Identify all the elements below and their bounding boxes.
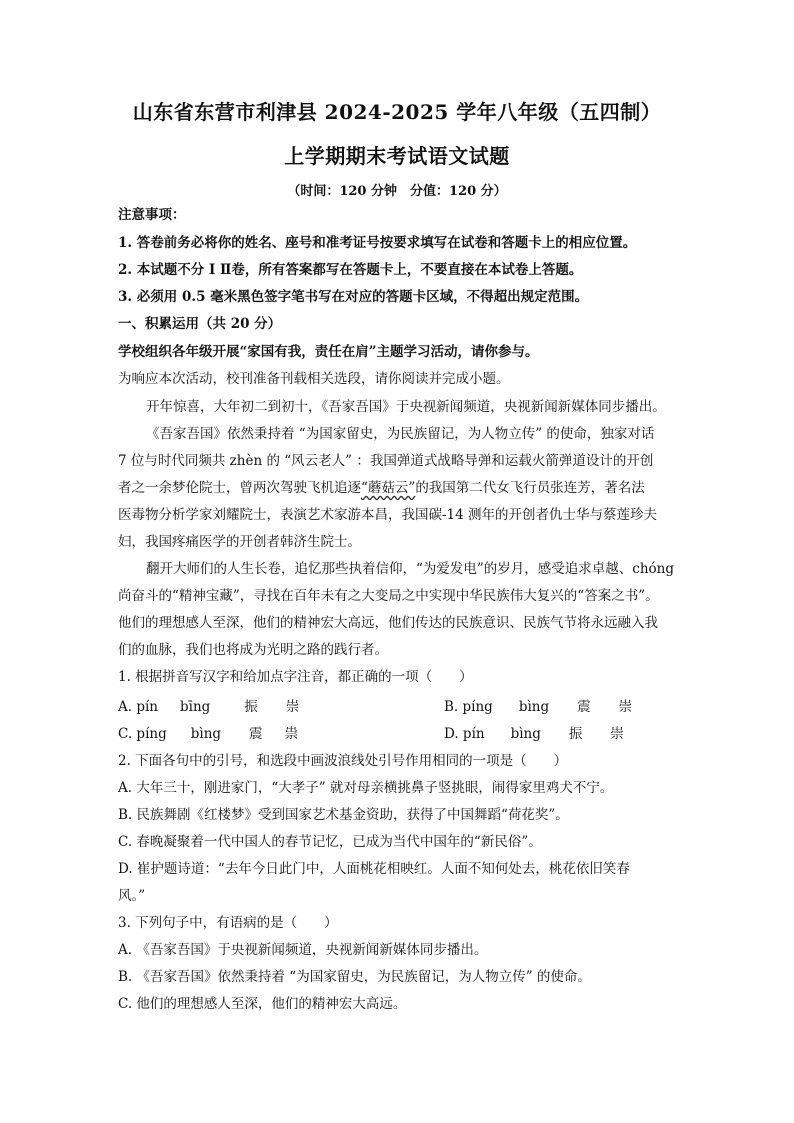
q2-option-b: B. 民族舞剧《红楼梦》受到国家艺术基金资助，获得了中国舞蹈“荷花奖”。 bbox=[118, 807, 569, 823]
passage-line: 妇，我国疼痛医学的开创者韩济生院士。 bbox=[118, 534, 361, 550]
q2-option-c: C. 春晚凝聚着一代中国人的春节记忆，已成为当代中国年的“新民俗”。 bbox=[118, 834, 542, 850]
exam-title-line2: 上学期期末考试语文试题 bbox=[284, 144, 510, 168]
q1-option-d: D. pín bìng 振 崇 bbox=[444, 726, 624, 742]
passage-line: 医毒物分析学家刘耀院士，表演艺术家游本昌，我国碳-14 测年的开创者仇士华与蔡莲珍夫 bbox=[118, 507, 658, 523]
passage-line: 们的血脉，我们也将成为光明之路的践行者。 bbox=[118, 642, 388, 658]
notice-heading: 注意事项： bbox=[118, 207, 186, 223]
notice-item: 2. 本试题不分 I Ⅱ卷，所有答案都写在答题卡上，不要直接在本试卷上答题。 bbox=[118, 262, 583, 278]
q2-option-d: D. 崔护题诗道：“去年今日此门中，人面桃花相映红。人面不知何处去，桃花依旧笑春 bbox=[118, 861, 630, 877]
q3-option-b: B. 《吾家吾国》依然秉持着 “为国家留史，为民族留记，为人物立传” 的使命。 bbox=[118, 969, 591, 985]
q3-option-a: A. 《吾家吾国》于央视新闻频道，央视新闻新媒体同步播出。 bbox=[118, 942, 488, 958]
passage-text: 者之一余梦伦院士，曾两次驾驶飞机追逐 bbox=[118, 480, 361, 496]
time-and-score-info: （时间：120 分钟 分值：120 分） bbox=[287, 184, 507, 199]
section-heading: 一、积累运用（共 20 分） bbox=[118, 316, 282, 332]
passage-line: 《吾家吾国》依然秉持着 “为国家留史，为民族留记，为人物立传” 的使命，独家对话 bbox=[146, 426, 655, 442]
question-1-stem: 1. 根据拼音写汉字和给加点字注音，都正确的一项（ ） bbox=[118, 669, 473, 685]
activity-intro: 学校组织各年级开展“家国有我，责任在肩”主题学习活动，请你参与。 bbox=[118, 344, 539, 360]
passage-line: 尚奋斗的“精神宝藏”，寻找在百年未有之大变局之中实现中华民族伟大复兴的“答案之书”。 bbox=[118, 588, 659, 604]
exam-title-line1: 山东省东营市利津县 2024-2025 学年八年级（五四制） bbox=[132, 100, 662, 124]
question-2-stem: 2. 下面各句中的引号，和选段中画波浪线处引号作用相同的一项是（ ） bbox=[118, 753, 568, 769]
q2-option-a: A. 大年三十，刚进家门，“大孝子” 就对母亲横挑鼻子竖挑眼，闹得家里鸡犬不宁。 bbox=[118, 780, 614, 796]
passage-text: 的我国第二代女飞行员张连芳，著名法 bbox=[415, 480, 645, 496]
q3-option-c: C. 他们的理想感人至深，他们的精神宏大高远。 bbox=[118, 996, 407, 1012]
question-3-stem: 3. 下列句子中，有语病的是（ ） bbox=[118, 915, 338, 931]
q2-option-d-continued: 风。” bbox=[118, 888, 146, 904]
notice-item: 3. 必须用 0.5 毫米黑色签字笔书写在对应的答题卡区域，不得超出规定范围。 bbox=[118, 289, 589, 305]
q1-option-a: A. pín bīng 振 崇 bbox=[118, 699, 300, 715]
passage-line: 他们的理想感人至深，他们的精神宏大高远，他们传达的民族意识、民族气节将永远融入我 bbox=[118, 615, 658, 631]
activity-instruction: 为响应本次活动，校刊准备刊载相关选段，请你阅读并完成小题。 bbox=[118, 371, 510, 387]
notice-item: 1. 答卷前务必将你的姓名、座号和准考证号按要求填写在试卷和答题卡上的相应位置。 bbox=[118, 235, 637, 251]
passage-line bbox=[118, 478, 698, 498]
q1-option-c: C. píng bìng 震 祟 bbox=[118, 726, 299, 742]
q1-option-b: B. píng bìng 震 崇 bbox=[444, 699, 633, 715]
wavy-underlined-quote: “蘑菇云” bbox=[361, 480, 416, 496]
passage-line: 开年惊喜，大年初二到初十，《吾家吾国》于央视新闻频道，央视新闻新媒体同步播出。 bbox=[146, 399, 666, 415]
passage-line: 翻开大师们的人生长卷，追忆那些执着信仰，“为爱发电”的岁月，感受追求卓越、chóng bbox=[146, 561, 675, 577]
passage-line: 7 位与时代同频共 zhèn 的 “风云老人” ：我国弹道式战略导弹和运载火箭弹道设计的开创 bbox=[118, 453, 654, 469]
